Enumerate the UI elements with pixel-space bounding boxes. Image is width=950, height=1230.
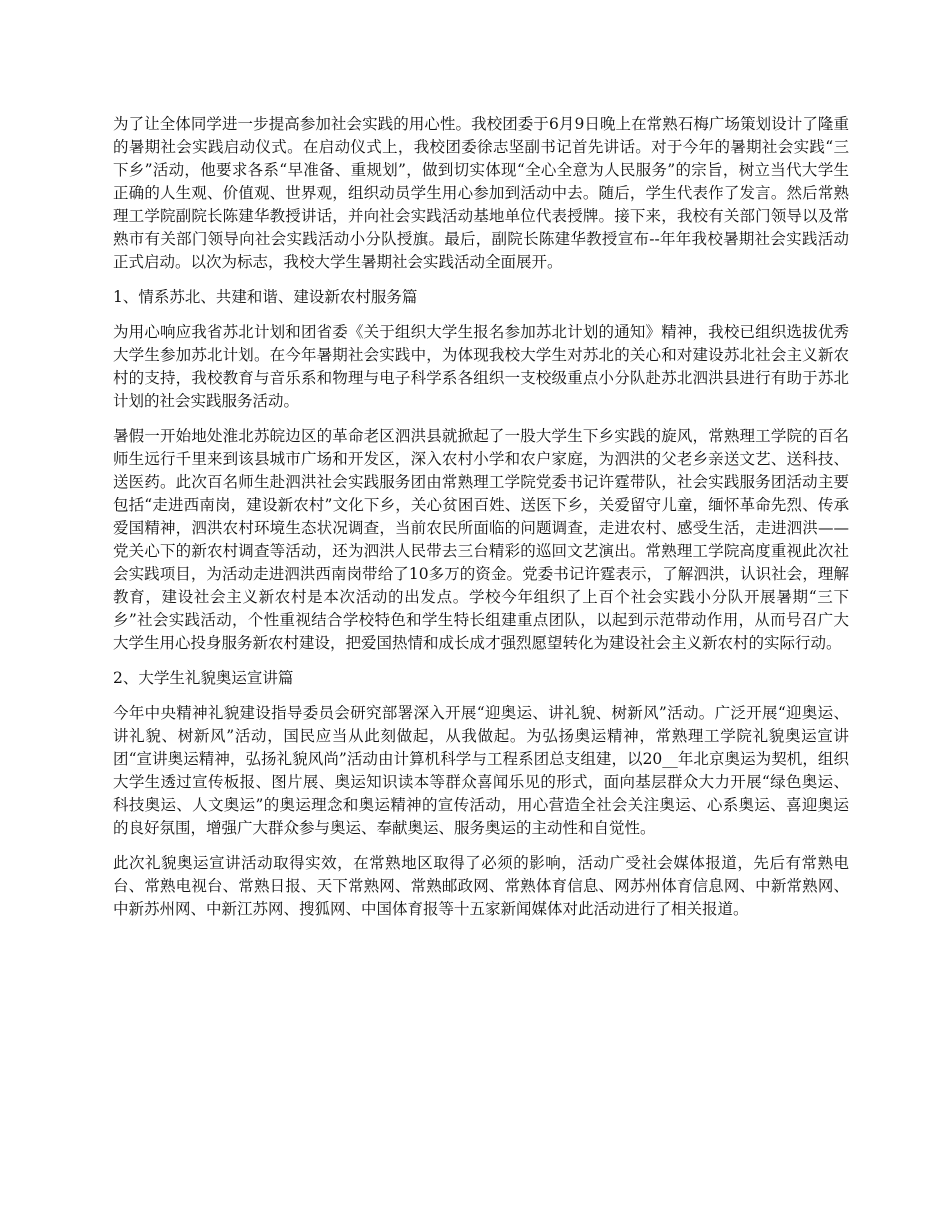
document-body — [113, 113, 849, 933]
section-heading-olympics: 2、大学生礼貌奥运宣讲篇 — [113, 669, 294, 687]
sihong-practice-paragraph: 暑假一开始地处淮北苏皖边区的革命老区泗洪县就掀起了一股大学生下乡实践的旋风，常熟理工学院的百名师生远行千里来到该县城市广场和开发区，深入农村小学和农户家庭，为泗洪的父老乡亲送文艺、送科技、送医药。此次百名师生赴泗洪社会实践服务团由常熟理工学院党委书记许霆带队，社会实践服务团活动主要包括“走进西南岗，建设新农村”文化下乡，关心贫困百姓、送医下乡，关爱留守儿童，缅怀革命先烈、传承爱国精神，泗洪农村环境生态状况调查，当前农民所面临的问题调查，走进农村、感受生活，走进泗洪——党关心下的新农村调查等活动，还为泗洪人民带去三台精彩的巡回文艺演出。常熟理工学院高度重视此次社会实践项目，为活动走进泗洪西南岗带给了10多万的资金。党委书记许霆表示，了解泗洪，认识社会，理解教育，建设社会主义新农村是本次活动的出发点。学校今年组织了上百个社会实践小分队开展暑期“三下乡”社会实践活动，个性重视结合学校特色和学生特长组建重点团队，以起到示范带动作用，从而号召广大大学生用心投身服务新农村建设，把爱国热情和成长成才强烈愿望转化为建设社会主义新农村的实际行动。 — [113, 427, 849, 652]
subei-plan-paragraph: 为用心响应我省苏北计划和团省委《关于组织大学生报名参加苏北计划的通知》精神，我校已组织选拔优秀大学生参加苏北计划。在今年暑期社会实践中，为体现我校大学生对苏北的关心和对建设苏北社会主义新农村的支持，我校教育与音乐系和物理与电子科学系各组织一支校级重点小分队赴苏北泗洪县进行有助于苏北计划的社会实践服务活动。 — [113, 323, 849, 410]
intro-paragraph: 为了让全体同学进一步提高参加社会实践的用心性。我校团委于6月9日晚上在常熟石梅广场策划设计了隆重的暑期社会实践启动仪式。在启动仪式上，我校团委徐志坚副书记首先讲话。对于今年的暑期社会实践“三下乡”活动，他要求各系“早准备、重规划”，做到切实体现“全心全意为人民服务”的宗旨，树立当代大学生正确的人生观、价值观、世界观，组织动员学生用心参加到活动中去。随后，学生代表作了发言。然后常熟理工学院副院长陈建华教授讲话，并向社会实践活动基地单位代表授牌。接下来，我校有关部门领导以及常熟市有关部门领导向社会实践活动小分队授旗。最后，副院长陈建华教授宣布--年年我校暑期社会实践活动正式启动。以次为标志，我校大学生暑期社会实践活动全面展开。 — [113, 115, 849, 271]
section-heading-subei: 1、情系苏北、共建和谐、建设新农村服务篇 — [113, 288, 418, 306]
olympics-campaign-paragraph: 今年中央精神礼貌建设指导委员会研究部署深入开展“迎奥运、讲礼貌、树新风”活动。广泛开展“迎奥运、讲礼貌、树新风”活动，国民应当从此刻做起，从我做起。为弘扬奥运精神，常熟理工学院礼貌奥运宣讲团“宣讲奥运精神，弘扬礼貌风尚”活动由计算机科学与工程系团总支组建，以20__年北京奥运为契机，组织大学生透过宣传板报、图片展、奥运知识读本等群众喜闻乐见的形式，面向基层群众大力开展“绿色奥运、科技奥运、人文奥运”的奥运理念和奥运精神的宣传活动，用心营造全社会关注奥运、心系奥运、喜迎奥运的良好氛围，增强广大群众参与奥运、奉献奥运、服务奥运的主动性和自觉性。 — [113, 704, 849, 837]
media-coverage-paragraph: 此次礼貌奥运宣讲活动取得实效，在常熟地区取得了必须的影响，活动广受社会媒体报道，先后有常熟电台、常熟电视台、常熟日报、天下常熟网、常熟邮政网、常熟体育信息、网苏州体育信息网、中新常熟网、中新苏州网、中新江苏网、搜狐网、中国体育报等十五家新闻媒体对此活动进行了相关报道。 — [113, 854, 849, 918]
